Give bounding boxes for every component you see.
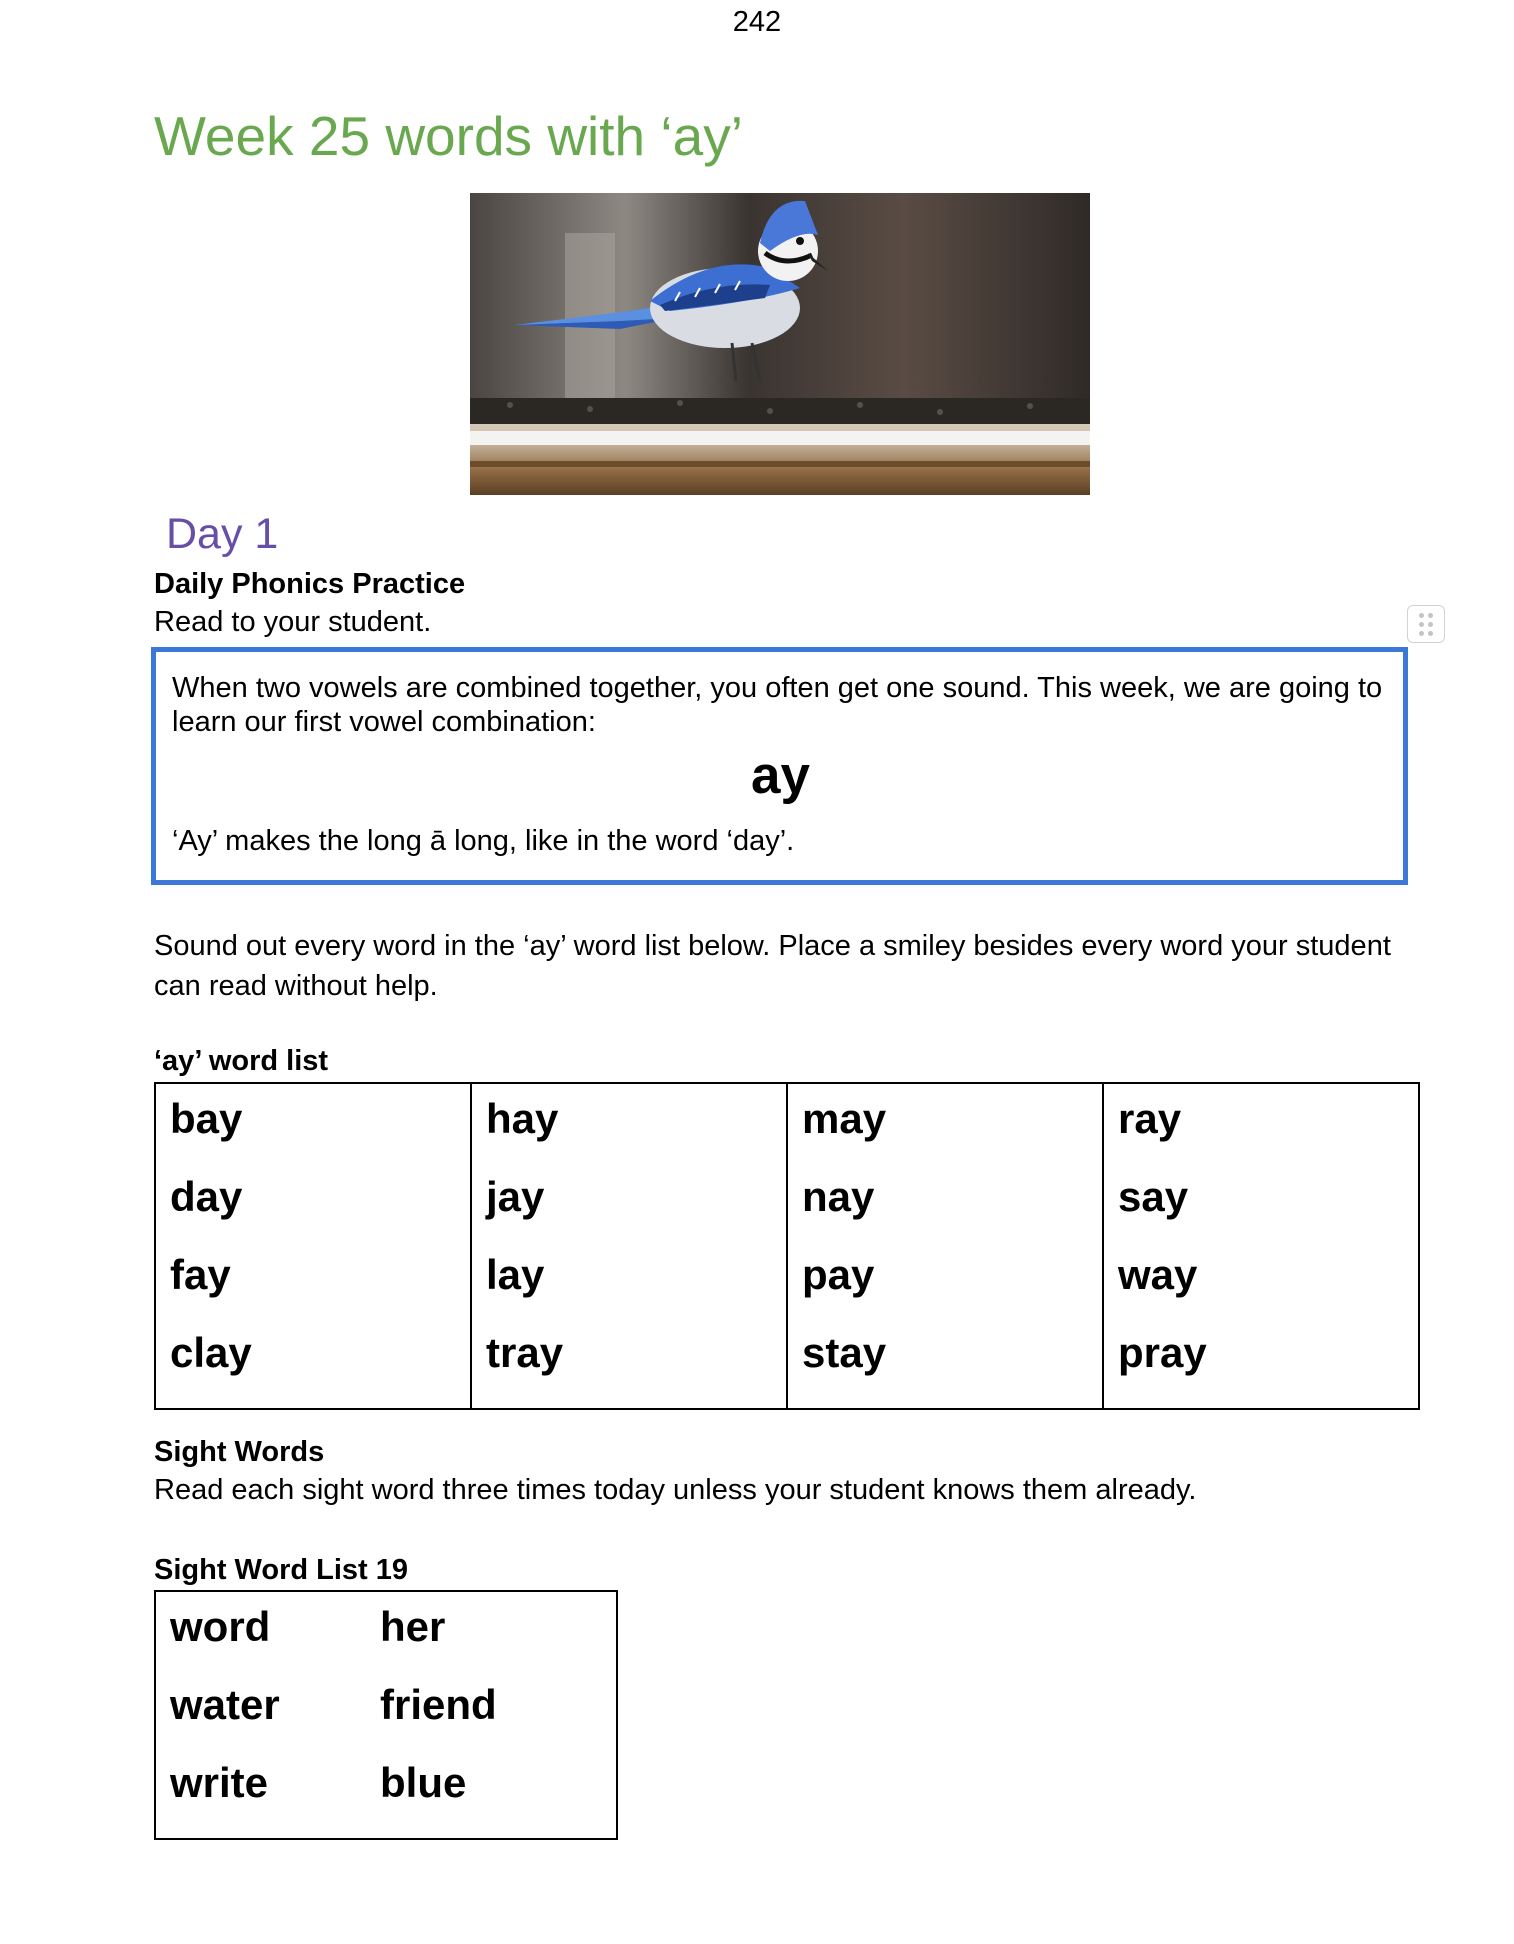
word-cell: jay — [486, 1173, 545, 1220]
ay-word-table — [154, 1082, 1420, 1410]
sight-words-label: Sight Words — [154, 1436, 325, 1468]
sight-word-table — [154, 1590, 618, 1840]
sight-word-column — [354, 1591, 617, 1839]
word-cell: tray — [486, 1329, 564, 1376]
sight-word-cell: friend — [380, 1681, 497, 1728]
sight-word-column — [155, 1591, 354, 1839]
vowel-combination-text: When two vowels are combined together, you often get one sound. This week, we are going to learn our first vowel combination: — [172, 672, 1383, 738]
word-column — [471, 1083, 787, 1409]
word-cell: way — [1118, 1251, 1198, 1298]
vowel-combination-ay: ay — [751, 746, 810, 805]
word-cell: ray — [1118, 1095, 1182, 1142]
word-cell: say — [1118, 1173, 1189, 1220]
sight-word-cell: her — [380, 1603, 446, 1650]
blue-jay-bird-photo — [470, 193, 1090, 495]
word-cell: may — [802, 1095, 887, 1142]
word-cell: clay — [170, 1329, 252, 1376]
read-instruction: Read to your student. — [154, 606, 432, 638]
page-number: 242 — [732, 6, 782, 38]
sight-words-instruction: Read each sight word three times today unless your student knows them already. — [154, 1474, 1197, 1506]
word-column — [155, 1083, 471, 1409]
sight-word-cell: water — [170, 1681, 280, 1728]
sight-word-list-label: Sight Word List 19 — [154, 1554, 409, 1586]
word-cell: pay — [802, 1251, 875, 1298]
word-cell: nay — [802, 1173, 875, 1220]
ay-word-list-label: ‘ay’ word list — [154, 1045, 329, 1077]
word-cell: pray — [1118, 1329, 1207, 1376]
word-cell: bay — [170, 1095, 243, 1142]
drag-handle-icon[interactable] — [1407, 605, 1445, 643]
day-heading: Day 1 — [166, 510, 279, 558]
vowel-combination-note: ‘Ay’ makes the long ā long, like in the word ‘day’. — [172, 825, 795, 857]
word-cell: day — [170, 1173, 243, 1220]
word-cell: hay — [486, 1095, 559, 1142]
sight-word-cell: blue — [380, 1759, 467, 1806]
daily-phonics-label: Daily Phonics Practice — [154, 568, 466, 600]
word-cell: lay — [486, 1251, 545, 1298]
word-column — [787, 1083, 1103, 1409]
sound-out-instruction: Sound out every word in the ‘ay’ word list below. Place a smiley besides every word your student can read without help. — [154, 930, 1391, 1002]
sight-word-cell: write — [170, 1759, 269, 1806]
word-column — [1103, 1083, 1419, 1409]
page-title: Week 25 words with ‘ay’ — [154, 105, 743, 167]
sight-word-cell: word — [170, 1603, 271, 1650]
word-cell: stay — [802, 1329, 887, 1376]
vowel-combination-box — [151, 647, 1408, 885]
word-cell: fay — [170, 1251, 231, 1298]
